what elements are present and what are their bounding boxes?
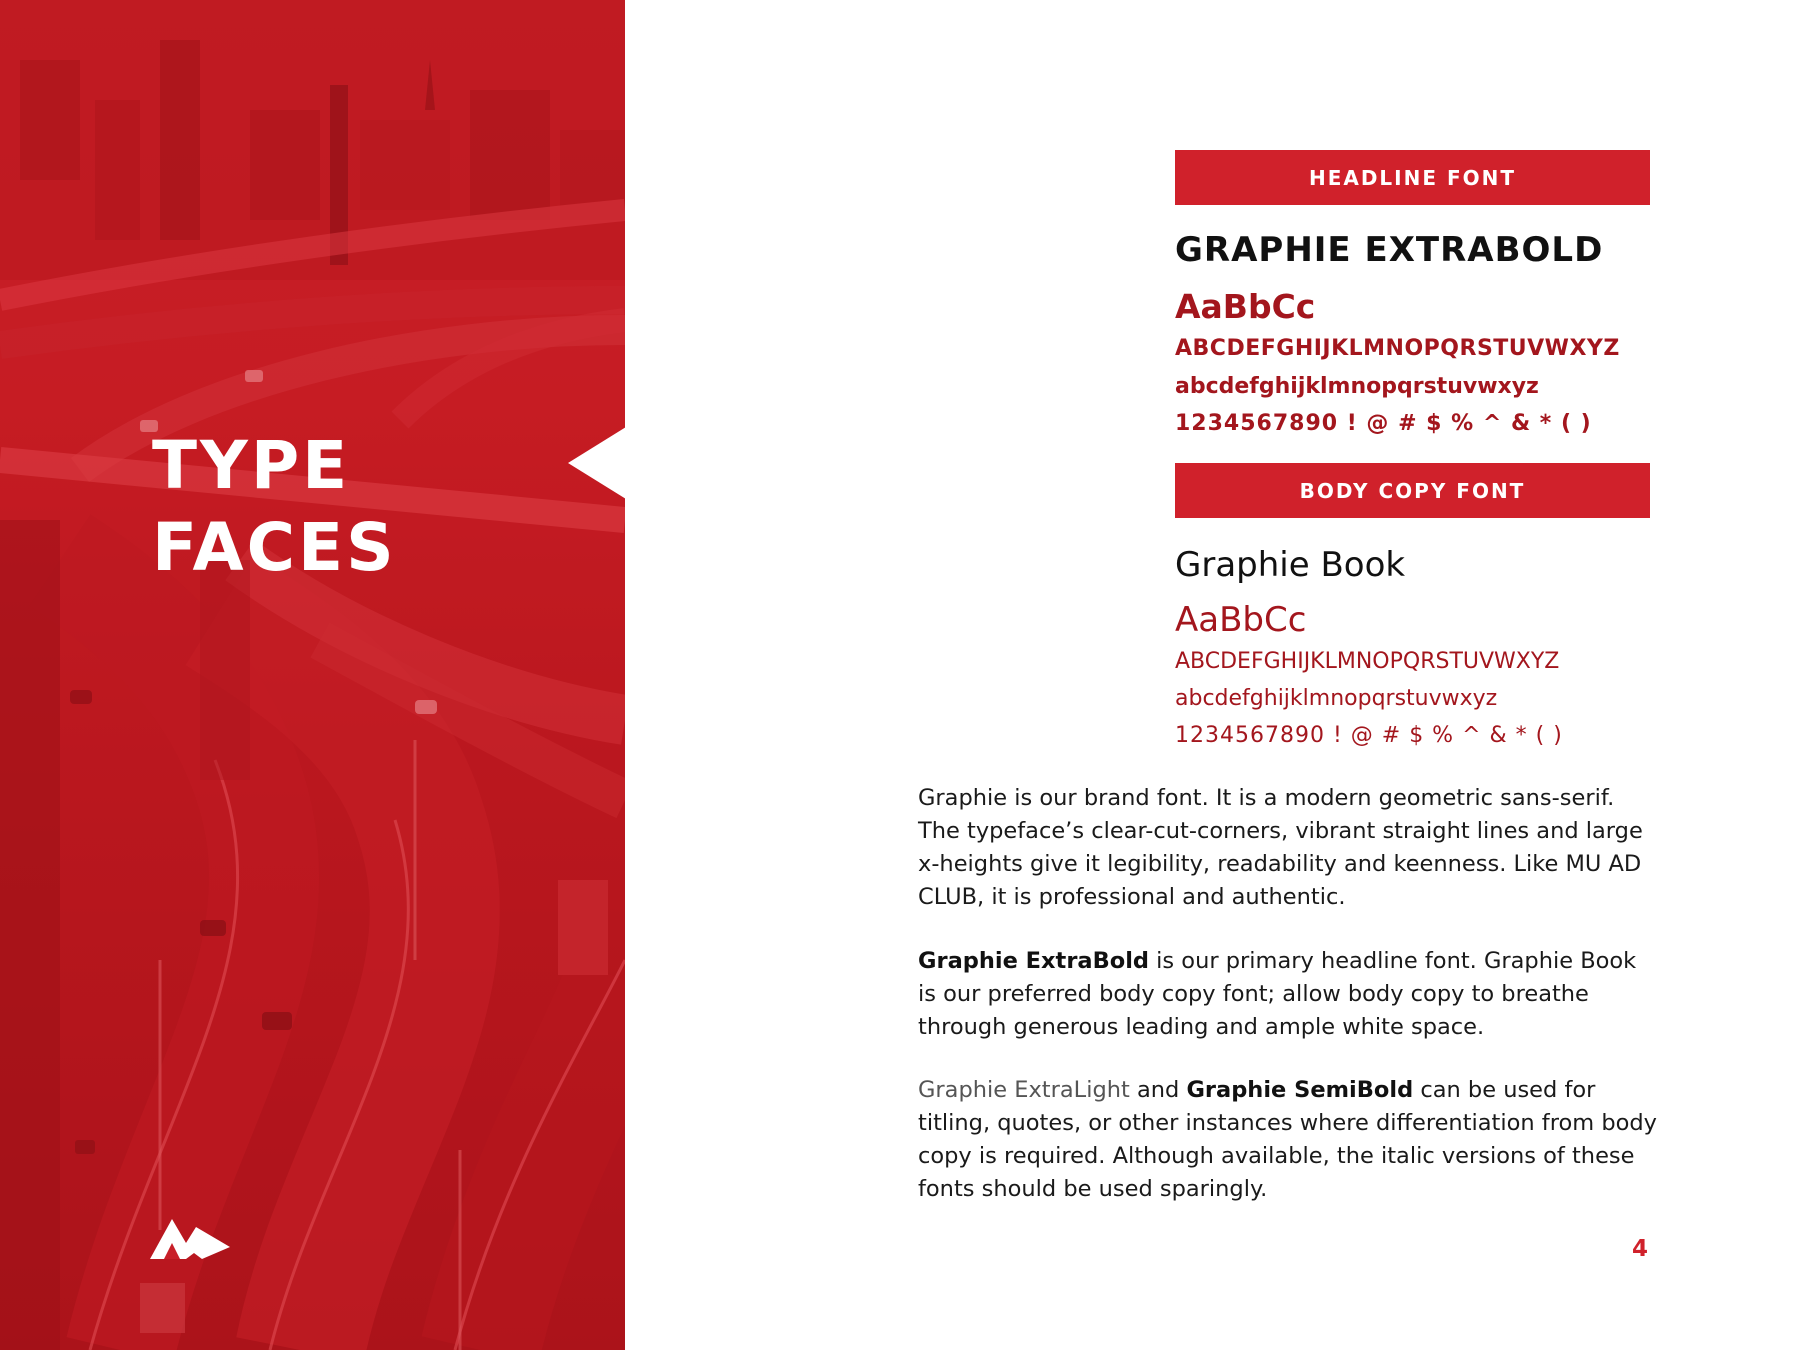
mu-ad-club-logo-icon (150, 1213, 230, 1261)
page-title (152, 425, 397, 589)
page-number: 4 (1632, 1236, 1649, 1262)
emphasis-extralight: Graphie ExtraLight (918, 1077, 1130, 1103)
headline-font-label: HEADLINE FONT (1308, 165, 1517, 190)
paragraph-secondary-fonts (918, 1074, 1658, 1206)
body-font-numbers: 1234567890 ! @ # $ % ^ & * ( ) (1175, 723, 1563, 748)
headline-font-sample: AaBbCc (1175, 287, 1316, 326)
headline-font-name: GRAPHIE EXTRABOLD (1175, 230, 1604, 270)
highway-photo (0, 0, 625, 1350)
body-font-lowercase: abcdefghijklmnopqrstuvwxyz (1175, 686, 1498, 711)
headline-font-uppercase: ABCDEFGHIJKLMNOPQRSTUVWXYZ (1175, 336, 1620, 361)
page-title-line-2: FACES (152, 509, 397, 586)
body-copy-font-label-bar (1175, 463, 1650, 518)
emphasis-semibold: Graphie SemiBold (1186, 1077, 1414, 1103)
headline-font-numbers: 1234567890 ! @ # $ % ^ & * ( ) (1175, 411, 1592, 436)
paragraph-secondary-fonts-text: can be used for titling, quotes, or other instances where differentiation from body copy is required. Although available, the italic versions of these fonts should be used sparingly. (918, 1077, 1657, 1202)
body-font-sample: AaBbCc (1175, 600, 1307, 640)
paragraph-font-roles (918, 945, 1658, 1044)
conjunction-text: and (1129, 1077, 1187, 1103)
body-copy-font-label: BODY COPY FONT (1299, 478, 1526, 503)
page-title-line-1: TYPE (152, 427, 351, 504)
body-font-name: Graphie Book (1175, 545, 1406, 585)
emphasis-extrabold: Graphie ExtraBold (918, 948, 1150, 974)
headline-font-lowercase: abcdefghijklmnopqrstuvwxyz (1175, 374, 1539, 399)
paragraph-font-roles-text: is our primary headline font. Graphie Book is our preferred body copy font; allow body copy to breathe through generous leading and ample white space. (918, 948, 1637, 1040)
body-font-uppercase: ABCDEFGHIJKLMNOPQRSTUVWXYZ (1175, 649, 1560, 674)
pointer-arrow (568, 427, 625, 499)
hero-photo-panel (0, 0, 625, 1350)
paragraph-brand-font: Graphie is our brand font. It is a modern geometric sans-serif. The typeface’s clear-cut-corners, vibrant straight lines and large x-heights give it legibility, readability and keenness. Like MU AD CLUB, it is professional and authentic. (918, 785, 1643, 910)
headline-font-label-bar (1175, 150, 1650, 205)
